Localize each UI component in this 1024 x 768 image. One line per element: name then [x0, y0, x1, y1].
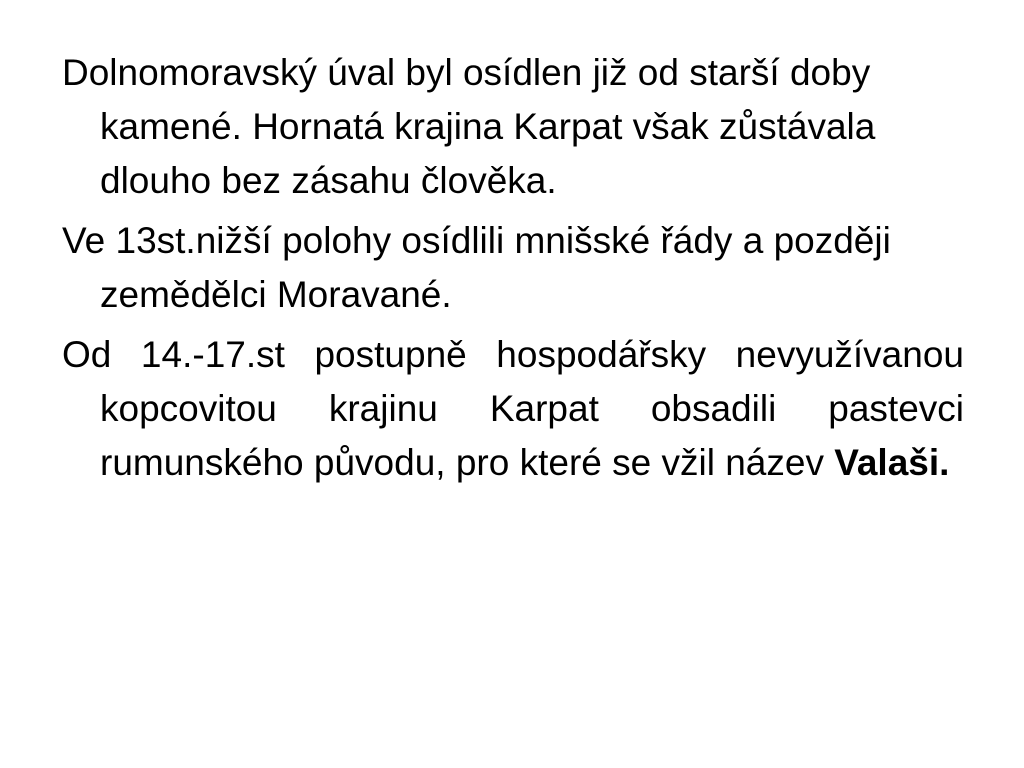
paragraph-14-17th-century-text: Od 14.-17.st postupně hospodářsky nevyužívanou kopcovitou krajinu Karpat obsadili pastevci rumunského původu, pro které se vžil název: [62, 334, 964, 483]
slide-body: [62, 46, 964, 496]
paragraph-14-17th-century: [62, 328, 964, 490]
paragraph-settlement: Dolnomoravský úval byl osídlen již od starší doby kamené. Hornatá krajina Karpat však zůstávala dlouho bez zásahu člověka.: [62, 52, 876, 201]
paragraph-13th-century: Ve 13st.nižší polohy osídlili mnišské řády a později zemědělci Moravané.: [62, 220, 891, 315]
valasi-term: Valaši.: [834, 442, 950, 483]
